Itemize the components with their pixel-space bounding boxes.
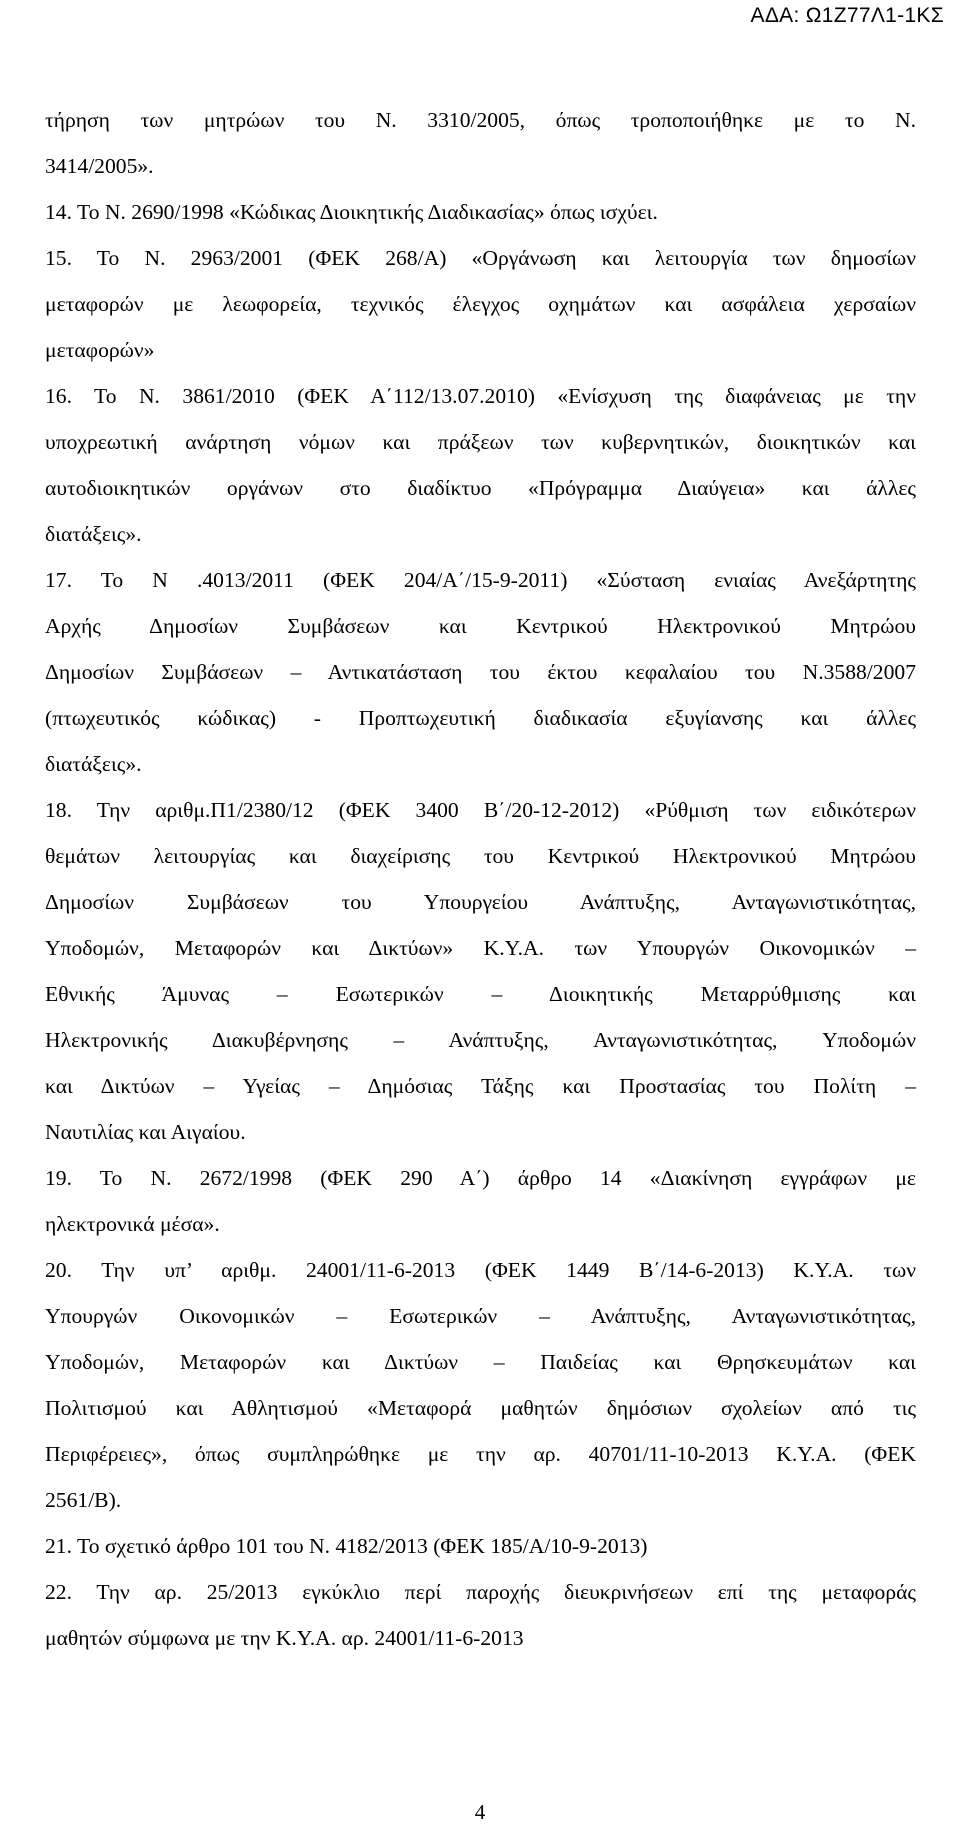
text-line: Υποδομών, Μεταφορών και Δικτύων» Κ.Υ.Α. των Υπουργών Οικονομικών – (45, 936, 916, 960)
list-item-16: 16. Το Ν. 3861/2010 (ΦΕΚ Α΄112/13.07.2010) «Ενίσχυση της διαφάνειας με την (45, 384, 916, 408)
list-item-14: 14. Το Ν. 2690/1998 «Κώδικας Διοικητικής Διαδικασίας» όπως ισχύει. (45, 200, 658, 224)
list-item-20: 20. Την υπ’ αριθμ. 24001/11-6-2013 (ΦΕΚ 1449 Β΄/14-6-2013) Κ.Υ.Α. των (45, 1258, 916, 1282)
text-line: Αρχής Δημοσίων Συμβάσεων και Κεντρικού Ηλεκτρονικού Μητρώου (45, 614, 916, 638)
text-line: τήρηση των μητρώων του Ν. 3310/2005, όπως τροποποιήθηκε με το Ν. (45, 108, 916, 132)
list-item-15: 15. Το Ν. 2963/2001 (ΦΕΚ 268/Α) «Οργάνωση και λειτουργία των δημοσίων (45, 246, 916, 270)
text-line: Ηλεκτρονικής Διακυβέρνησης – Ανάπτυξης, Ανταγωνιστικότητας, Υποδομών (45, 1028, 916, 1052)
text-line: Υπουργών Οικονομικών – Εσωτερικών – Ανάπτυξης, Ανταγωνιστικότητας, (45, 1304, 916, 1328)
text-line: Δημοσίων Συμβάσεων του Υπουργείου Ανάπτυξης, Ανταγωνιστικότητας, (45, 890, 916, 914)
list-item-19: 19. Το Ν. 2672/1998 (ΦΕΚ 290 Α΄) άρθρο 14 «Διακίνηση εγγράφων με (45, 1166, 916, 1190)
text-line: 2561/Β). (45, 1488, 122, 1512)
text-line: θεμάτων λειτουργίας και διαχείρισης του Κεντρικού Ηλεκτρονικού Μητρώου (45, 844, 916, 868)
text-line: Δημοσίων Συμβάσεων – Αντικατάσταση του έκτου κεφαλαίου του Ν.3588/2007 (45, 660, 916, 684)
text-line: και Δικτύων – Υγείας – Δημόσιας Τάξης και Προστασίας του Πολίτη – (45, 1074, 916, 1098)
text-line: διατάξεις». (45, 752, 142, 776)
text-line: Πολιτισμού και Αθλητισμού «Μεταφορά μαθητών δημόσιων σχολείων από τις (45, 1396, 916, 1420)
list-item-22: 22. Την αρ. 25/2013 εγκύκλιο περί παροχής διευκρινήσεων επί της μεταφοράς (45, 1580, 916, 1604)
text-line: Περιφέρειες», όπως συμπληρώθηκε με την αρ. 40701/11-10-2013 Κ.Υ.Α. (ΦΕΚ (45, 1442, 916, 1466)
text-line: μαθητών σύμφωνα με την Κ.Υ.Α. αρ. 24001/11-6-2013 (45, 1626, 524, 1650)
text-line: διατάξεις». (45, 522, 142, 546)
text-line: μεταφορών» (45, 338, 155, 362)
list-item-17: 17. Το Ν .4013/2011 (ΦΕΚ 204/Α΄/15-9-2011) «Σύσταση ενιαίας Ανεξάρτητης (45, 568, 916, 592)
list-item-21: 21. Το σχετικό άρθρο 101 του Ν. 4182/2013 (ΦΕΚ 185/Α/10-9-2013) (45, 1534, 648, 1558)
text-line: αυτοδιοικητικών οργάνων στο διαδίκτυο «Πρόγραμμα Διαύγεια» και άλλες (45, 476, 916, 500)
text-line: μεταφορών με λεωφορεία, τεχνικός έλεγχος οχημάτων και ασφάλεια χερσαίων (45, 292, 916, 316)
text-line: Υποδομών, Μεταφορών και Δικτύων – Παιδείας και Θρησκευμάτων και (45, 1350, 916, 1374)
list-item-18: 18. Την αριθμ.Π1/2380/12 (ΦΕΚ 3400 Β΄/20-12-2012) «Ρύθμιση των ειδικότερων (45, 798, 916, 822)
ada-code-header: ΑΔΑ: Ω1Ζ77Λ1-1ΚΣ (750, 4, 944, 27)
page-number: 4 (474, 1800, 486, 1824)
text-line: Ναυτιλίας και Αιγαίου. (45, 1120, 246, 1144)
text-line: (πτωχευτικός κώδικας) - Προπτωχευτική διαδικασία εξυγίανσης και άλλες (45, 706, 916, 730)
text-line: 3414/2005». (45, 154, 154, 178)
text-line: Εθνικής Άμυνας – Εσωτερικών – Διοικητικής Μεταρρύθμισης και (45, 982, 916, 1006)
text-line: υποχρεωτική ανάρτηση νόμων και πράξεων των κυβερνητικών, διοικητικών και (45, 430, 916, 454)
text-line: ηλεκτρονικά μέσα». (45, 1212, 220, 1236)
